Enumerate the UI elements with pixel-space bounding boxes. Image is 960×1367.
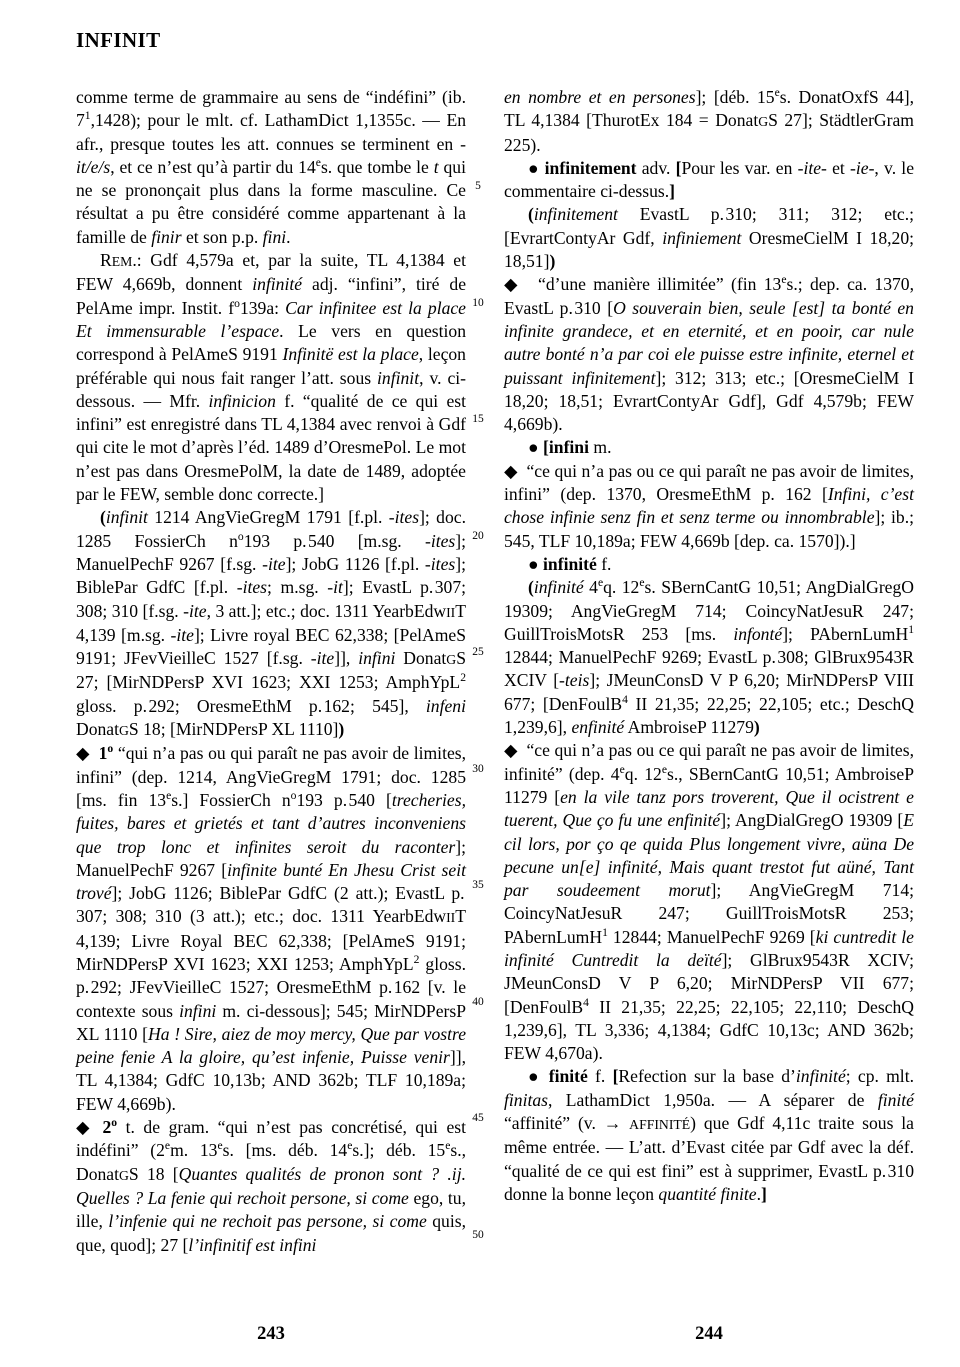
left-column	[76, 86, 466, 1257]
line-number: 30	[472, 762, 484, 775]
paragraph: ● finité f. [Refection sur la base d’infinité; cp. mlt. finitas, LathamDict 1,950a. — A séparer de finité “affinité” (v. → AFFINITÉ) que Gdf 4,11c traite sous la même entrée. — L’att. d’Evast citée par Gdf avec la déf. “qualité de ce qui est fini” est à supprimer, EvastL p. 310 donne la bonne leçon quantité finite.]	[504, 1066, 914, 1204]
page-number-right: 244	[695, 1324, 723, 1344]
paragraph: REM.: Gdf 4,579a et, par la suite, TL 4,1384 et FEW 4,669b, donnent infinité adj. “infini”, tiré de PelAme impr. Instit. $f^o139a$: Car infinitee est la place Et immensurable l’espace. Le vers en question correspond à PelAmeS 9191 Infinitë est la place, leçon préférable qui nous fait ranger l’att. sous infinit, v. ci-dessous. — Mfr. infinicion f. “qualité de ce qui est infini” est enregistré dans TL 4,1384 avec renvoi à Gdf qui cite le mot d’après l’éd. 1489 d’OresmePol. Le mot n’est pas dans OresmePolM, la date de 1489, adoptée par le FEW, semble donc correcte.]	[76, 250, 467, 505]
paragraph: en nombre et en persones]; [déb. 15es. DonatOxfS 44], TL 4,1384 [ThurotEx 184 = DonatGS 27]; StädtlerGram 225).	[504, 86, 914, 155]
paragraph: (infinitement EvastL p. 310; 311; 312; etc.; [EvrartContyAr Gdf, infiniement OresmeCielM I 18,20; 18,51])	[504, 204, 914, 272]
line-number: 20	[472, 529, 484, 542]
line-number: 35	[472, 879, 484, 891]
paragraph: ◆ “d’une manière illimitée” (fin 13es.; dep. ca. 1370, EvastL p. 310 [O souverain bien, seule [est] ta bonté en infinite grandece, et en eternité, et en pooir, car nule autre bonté n’a par coi ele puisse estre infinite, eternel et puissant infinitement]; 312; 313; etc.; [OresmeCielM I 18,20; 18,51; EvrartContyAr Gdf], Gdf 4,579b; FEW 4,669b).	[504, 273, 914, 435]
line-number: 15	[472, 413, 484, 425]
line-number: 25	[472, 646, 484, 658]
line-number: 50	[472, 1228, 484, 1241]
paragraph: (infinit 1214 AngVieGregM 1791 [f.pl. -ites]; doc. 1285 FossierCh $n^o193$ p. 540 [m.sg. -ites]; ManuelPechF 9267 [f.sg. -ite]; JobG 1126 [f.pl. -ites]; BiblePar GdfC [f.pl. -ites; m.sg. -it]; EvastL p. 307; 308; 310 [f.sg. -ite, 3 att.]; etc.; doc. 1311 YearbEdwIIT 4,139 [m.sg. -ite]; Livre royal BEC 62,338; [PelAmeS 9191; JFevVieilleC 1527 [f.sg. -ite]], infini DonatGS 27; [MirNDPersP XVI 1623; XXI 1253; AmphYpL$^2$ gloss. p. 292; OresmeEthM p. 162; 545], infeni DonatGS 18; [MirNDPersP XL 1110])	[76, 507, 467, 740]
line-number: 40	[472, 995, 484, 1008]
page-title: INFINIT	[76, 28, 161, 52]
line-number: 10	[472, 296, 484, 309]
paragraph: ◆ “ce qui n’a pas ou ce qui paraît ne pas avoir de limites, infini” (dep. 1370, OresmeEthM p. 162 [Infini, c’est chose infinie senz fin et senz terme ou innombrable]; ib.; 545, TLF 10,189a; FEW 4,669b [dep. ca. 1570]).]	[504, 460, 914, 551]
right-column	[504, 86, 914, 1206]
paragraph: ◆ 2$^o$ t. de gram. “qui n’est pas concrétisé, qui est indéfini” (2em. 13es. [ms. déb. 14es.]; déb. 15es., DonatGS 18 [Quantes qualités de pronon sont ? .ij. Quelles ? La fenie qui rechoit persone, si come ego, tu, ille, l’infenie qui ne rechoit pas persone, si come quis, que, quod]; 27 [l’infinitif est infini	[76, 1116, 467, 1255]
paragraph: ◆ 1$^o$ “qui n’a pas ou qui paraît ne pas avoir de limites, infini” (dep. 1214, AngVieGregM 1791; doc. 1285 [ms. fin 13es.] FossierCh $n^o193$ p. 540 [trecheries, fuites, bares et grietés et tant d’autres inconveniens que trop lonc et infinites seroit du raconter]; ManuelPechF 9267 [infinite bunté En Jhesu Crist seit trové]; JobG 1126; BiblePar GdfC (2 att.); EvastL p. 307; 308; 310 (3 att.); etc.; doc. 1311 YearbEdwIIT 4,139; Livre Royal BEC 62,338; [PelAmeS 9191; MirNDPersP XVI 1623; XXI 1253; AmphYpL$^2$ gloss. p. 292; JFevVieilleC 1527; OresmeEthM p. 162 [v. le contexte sous infini m. ci-dessous]; 545; MirNDPersP XL 1110 [Ha ! Sire, aiez de moy mercy, Que par vostre peine fenie A la gloire, qu’est infenie, Puisse venir]], TL 4,1384; GdfC 10,13b; AND 362b; TLF 10,189a; FEW 4,669b).	[76, 742, 467, 1114]
paragraph: (infinité 4eq. 12es. SBernCantG 10,51; AngDialGregO 19309; AngVieGregM 714; CoincyNatJesuR 247; GuillTroisMotsR 253 [ms. infonté]; PAbernLumH$^1$ 12844; ManuelPechF 9269; EvastL p. 308; GlBrux9543R XCIV [-teis]; JMeunConsD V P 6,20; MirNDPersP VIII 677; [DenFoulB$^4$ II 21,35; 22,25; 22,105; etc.; DeschQ 1,239,6], enfinité AmbroiseP 11279)	[504, 576, 914, 738]
line-number: 45	[472, 1112, 484, 1124]
paragraph: ● infinité f.	[528, 553, 612, 574]
line-number-gutter	[460, 0, 496, 1367]
paragraph: ● infinitement adv. [Pour les var. en -ite- et -ie-, v. le commentaire ci-dessus.]	[504, 157, 914, 202]
page-number-left: 243	[257, 1324, 285, 1344]
paragraph: comme terme de grammaire au sens de “indéfini” (ib. $7^1,1428$); pour le mlt. cf. LathamDict 1,1355c. — En afr., presque toutes les att. connues se terminent en -it/e/s, et ce n’est qu’à partir du 14es. que tombe le t qui ne se prononçait plus dans la forme masculine. Ce résultat a pu être considéré comme appartenant à la famille de finir et son p.p. fini.	[76, 87, 466, 247]
paragraph: ◆ “ce qui n’a pas ou ce qui paraît ne pas avoir de limites, infinité” (dep. 4eq. 12es., SBernCantG 10,51; AmbroiseP 11279 [en la vile tanz pors troverent, Que il ocistrent e tuerent, Que ço fu une enfinité]; AngDialGregO 19309 [E cil lors, por ço qe quida Plus longement vivre, aüna De pecune un[e] infinité, Mais quant trestot fut aüné, Tant par soudeement morut]; AngVieGregM 714; CoincyNatJesuR 247; GuillTroisMotsR 253; PAbernLumH$^1$ 12844; ManuelPechF 9269 [ki cuntredit le infinité Cuntredit la deïté]; GlBrux9543R XCIV; JMeunConsD V P 6,20; MirNDPersP VII 677; [DenFoulB$^4$ II 21,35; 22,25; 22,105; 22,110; DeschQ 1,239,6], TL 3,336; 4,1384; GdfC 10,13c; AND 362b; FEW 4,670a).	[504, 740, 915, 1064]
line-number: 5	[475, 180, 481, 192]
paragraph: ● [infini m.	[528, 437, 612, 458]
